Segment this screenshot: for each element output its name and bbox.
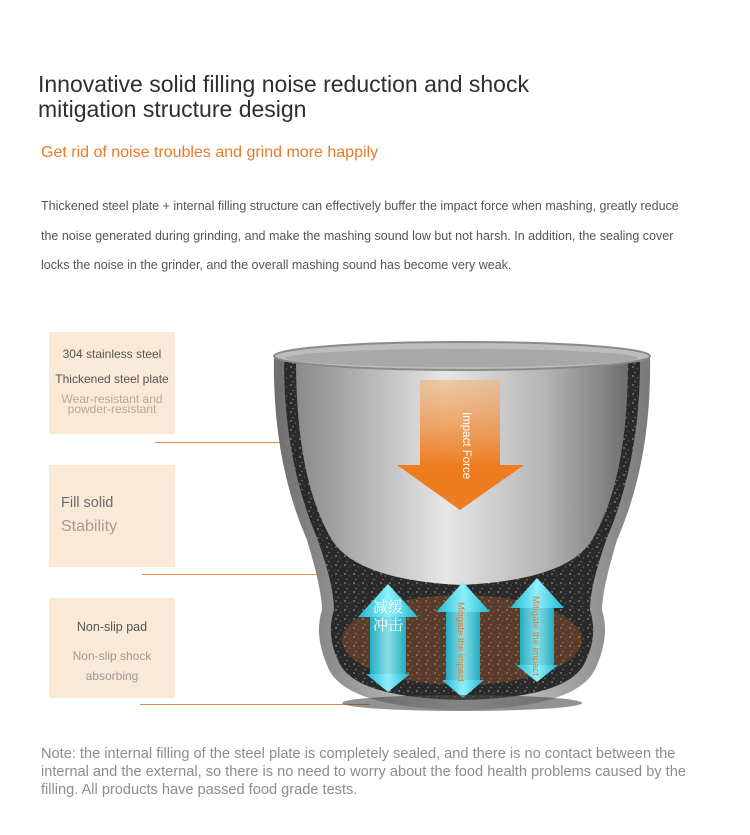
card-steel-line3: Wear-resistant and powder-resistant [61,392,163,416]
feature-card-fill [49,465,175,567]
card-steel-line2: Thickened steel plate [55,372,169,386]
subtitle: Get rid of noise troubles and grind more happily [41,144,379,161]
feature-card-pad [49,598,175,698]
card-pad-line1: Non-slip pad [76,620,148,634]
card-pad-line2: Non-slip shock absorbing [72,649,152,683]
bowl-cross-section-diagram [262,320,662,720]
arrow-label-right: Mitigate the impact [530,596,541,676]
footnote: Note: the internal filling of the steel plate is completely sealed, and there is no contact between the internal and the external, so there is no need to worry about the food health problems caused by the filling. All products have passed food grade tests. [41,746,686,798]
arrow-label-cn: 减缓冲击 [372,598,404,634]
non-slip-pad [342,695,582,711]
card-fill-line2: Stability [61,518,118,535]
arrow-label-middle: Mitigate the impact [455,602,466,682]
card-steel-line1: 304 stainless steel [62,347,162,361]
page-title: Innovative solid filling noise reduction and shock mitigation structure design [38,71,529,122]
feature-card-steel [49,332,175,434]
impact-label: Impact Force [460,412,472,480]
description: Thickened steel plate + internal filling structure can effectively buffer the impact force when mashing, greatly reduce the noise generated during grinding, and make the mashing sound low but not harsh. In addition, the sealing cover locks the noise in the grinder, and the overall mashing sound has become very weak. [41,199,679,272]
card-fill-line1: Fill solid [61,495,114,511]
